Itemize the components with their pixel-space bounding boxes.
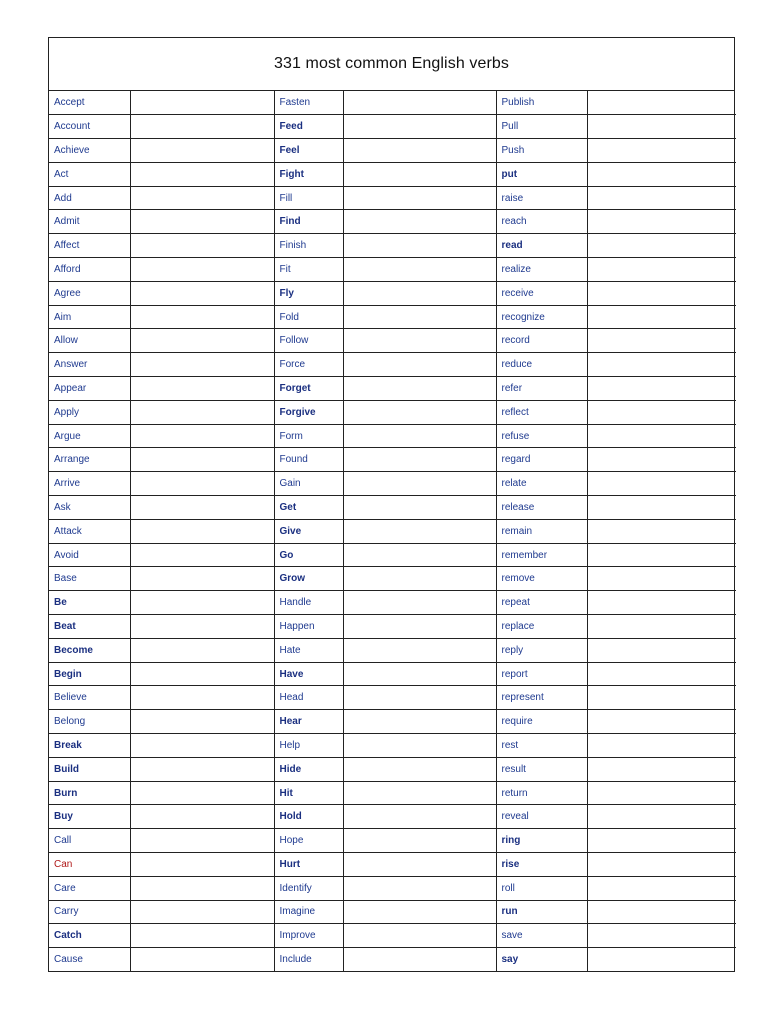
table-row [49,781,736,805]
blank-answer-cell [587,139,736,163]
blank-answer-cell [587,686,736,710]
verb-cell: put [496,162,587,186]
table-row [49,519,736,543]
blank-answer-cell [587,853,736,877]
verb-cell: Handle [274,591,343,615]
table-row [49,162,736,186]
verb-cell: Feed [274,115,343,139]
table-row [49,305,736,329]
verb-cell: rise [496,853,587,877]
verb-cell: report [496,662,587,686]
blank-answer-cell [587,876,736,900]
table-row [49,91,736,115]
blank-answer-cell [130,329,274,353]
verb-cell: Head [274,686,343,710]
verb-cell: Hit [274,781,343,805]
verb-cell: Forget [274,377,343,401]
blank-answer-cell [587,281,736,305]
blank-answer-cell [587,234,736,258]
verb-cell: Agree [49,281,130,305]
table-row [49,258,736,282]
blank-answer-cell [587,757,736,781]
verb-cell: Force [274,353,343,377]
blank-answer-cell [587,519,736,543]
verb-cell: regard [496,448,587,472]
verb-cell: Fold [274,305,343,329]
verb-cell: Base [49,567,130,591]
blank-answer-cell [343,258,496,282]
blank-answer-cell [343,519,496,543]
table-row [49,400,736,424]
blank-answer-cell [587,91,736,115]
table-row [49,829,736,853]
blank-answer-cell [587,424,736,448]
verb-cell: Beat [49,615,130,639]
verb-cell: Answer [49,353,130,377]
verb-cell: Cause [49,948,130,972]
blank-answer-cell [130,258,274,282]
blank-answer-cell [130,638,274,662]
verb-cell: Finish [274,234,343,258]
blank-answer-cell [343,876,496,900]
blank-answer-cell [343,210,496,234]
verb-cell: rest [496,734,587,758]
blank-answer-cell [130,900,274,924]
blank-answer-cell [587,162,736,186]
blank-answer-cell [130,686,274,710]
blank-answer-cell [130,353,274,377]
verb-cell: Hate [274,638,343,662]
verb-cell: Gain [274,472,343,496]
blank-answer-cell [343,186,496,210]
verb-cell: Affect [49,234,130,258]
blank-answer-cell [587,115,736,139]
blank-answer-cell [130,662,274,686]
verb-cell: receive [496,281,587,305]
verb-cell: Get [274,496,343,520]
table-row [49,710,736,734]
verb-cell: Ask [49,496,130,520]
verb-cell: Have [274,662,343,686]
blank-answer-cell [130,781,274,805]
verb-cell: Can [49,853,130,877]
blank-answer-cell [587,305,736,329]
verb-cell: Forgive [274,400,343,424]
verb-table-body [49,91,736,971]
table-row [49,186,736,210]
blank-answer-cell [343,448,496,472]
blank-answer-cell [130,829,274,853]
verb-cell: record [496,329,587,353]
verb-cell: release [496,496,587,520]
verb-cell: Add [49,186,130,210]
verb-cell: realize [496,258,587,282]
blank-answer-cell [343,496,496,520]
blank-answer-cell [343,353,496,377]
table-row [49,353,736,377]
blank-answer-cell [343,900,496,924]
blank-answer-cell [587,329,736,353]
verb-cell: Hide [274,757,343,781]
verb-cell: Accept [49,91,130,115]
blank-answer-cell [343,829,496,853]
table-row [49,900,736,924]
table-row [49,805,736,829]
blank-answer-cell [130,853,274,877]
verb-cell: Be [49,591,130,615]
blank-answer-cell [587,567,736,591]
verb-cell: reach [496,210,587,234]
verb-cell: Buy [49,805,130,829]
blank-answer-cell [587,710,736,734]
blank-answer-cell [343,924,496,948]
blank-answer-cell [130,424,274,448]
verb-cell: say [496,948,587,972]
verb-cell: Call [49,829,130,853]
table-row [49,876,736,900]
table-row [49,686,736,710]
table-row [49,662,736,686]
verb-cell: Arrive [49,472,130,496]
blank-answer-cell [587,662,736,686]
verb-cell: repeat [496,591,587,615]
table-row [49,924,736,948]
page-title: 331 most common English verbs [273,55,509,72]
verb-cell: Carry [49,900,130,924]
verb-cell: Build [49,757,130,781]
blank-answer-cell [343,543,496,567]
verb-cell: reveal [496,805,587,829]
blank-answer-cell [343,377,496,401]
blank-answer-cell [343,91,496,115]
verb-cell: Give [274,519,343,543]
verb-cell: Hope [274,829,343,853]
blank-answer-cell [130,924,274,948]
verb-cell: Catch [49,924,130,948]
blank-answer-cell [343,139,496,163]
blank-answer-cell [130,139,274,163]
verb-cell: Aim [49,305,130,329]
blank-answer-cell [587,615,736,639]
verb-cell: Hear [274,710,343,734]
blank-answer-cell [130,757,274,781]
blank-answer-cell [130,615,274,639]
blank-answer-cell [343,162,496,186]
verb-cell: Become [49,638,130,662]
verb-cell: run [496,900,587,924]
verb-cell: ring [496,829,587,853]
verb-cell: Include [274,948,343,972]
blank-answer-cell [587,734,736,758]
verb-cell: Afford [49,258,130,282]
blank-answer-cell [343,591,496,615]
table-row [49,424,736,448]
blank-answer-cell [587,638,736,662]
verb-cell: Happen [274,615,343,639]
table-row [49,615,736,639]
table-row [49,472,736,496]
blank-answer-cell [343,757,496,781]
blank-answer-cell [343,305,496,329]
verb-cell: return [496,781,587,805]
blank-answer-cell [587,210,736,234]
verb-cell: reduce [496,353,587,377]
blank-answer-cell [587,496,736,520]
verb-cell: Grow [274,567,343,591]
verb-cell: Improve [274,924,343,948]
table-row [49,234,736,258]
verb-cell: Help [274,734,343,758]
blank-answer-cell [343,686,496,710]
verb-cell: remove [496,567,587,591]
verb-cell: Go [274,543,343,567]
verb-cell: Care [49,876,130,900]
table-row [49,948,736,972]
blank-answer-cell [587,377,736,401]
blank-answer-cell [130,400,274,424]
blank-answer-cell [587,186,736,210]
table-row [49,281,736,305]
blank-answer-cell [343,853,496,877]
verb-cell: Allow [49,329,130,353]
verb-cell: Break [49,734,130,758]
verb-cell: Fill [274,186,343,210]
verb-list-sheet [48,37,735,972]
verb-cell: refer [496,377,587,401]
table-row [49,115,736,139]
verb-cell: Find [274,210,343,234]
verb-cell: require [496,710,587,734]
verb-cell: Act [49,162,130,186]
blank-answer-cell [343,948,496,972]
verb-cell: Belong [49,710,130,734]
verb-cell: Burn [49,781,130,805]
blank-answer-cell [587,400,736,424]
verb-cell: Account [49,115,130,139]
verb-cell: Appear [49,377,130,401]
blank-answer-cell [587,353,736,377]
blank-answer-cell [130,448,274,472]
table-row [49,734,736,758]
verb-cell: remain [496,519,587,543]
blank-answer-cell [130,519,274,543]
blank-answer-cell [130,710,274,734]
blank-answer-cell [343,115,496,139]
blank-answer-cell [130,948,274,972]
blank-answer-cell [130,734,274,758]
blank-answer-cell [343,805,496,829]
verb-cell: reflect [496,400,587,424]
blank-answer-cell [587,543,736,567]
verb-cell: result [496,757,587,781]
blank-answer-cell [130,377,274,401]
verb-cell: Feel [274,139,343,163]
blank-answer-cell [343,638,496,662]
table-row [49,591,736,615]
blank-answer-cell [343,281,496,305]
verb-cell: Publish [496,91,587,115]
blank-answer-cell [343,567,496,591]
verb-cell: Fly [274,281,343,305]
verb-cell: replace [496,615,587,639]
verb-cell: Imagine [274,900,343,924]
blank-answer-cell [343,329,496,353]
blank-answer-cell [130,281,274,305]
table-row [49,448,736,472]
blank-answer-cell [343,662,496,686]
table-row [49,210,736,234]
verb-cell: Push [496,139,587,163]
table-row [49,543,736,567]
verb-cell: save [496,924,587,948]
verb-table [49,91,736,971]
verb-cell: Hold [274,805,343,829]
verb-cell: Achieve [49,139,130,163]
blank-answer-cell [130,305,274,329]
blank-answer-cell [587,781,736,805]
table-row [49,567,736,591]
blank-answer-cell [130,567,274,591]
blank-answer-cell [587,472,736,496]
blank-answer-cell [587,924,736,948]
table-row [49,638,736,662]
verb-cell: relate [496,472,587,496]
verb-cell: Begin [49,662,130,686]
verb-cell: reply [496,638,587,662]
table-row [49,139,736,163]
verb-cell: Admit [49,210,130,234]
blank-answer-cell [130,472,274,496]
blank-answer-cell [587,948,736,972]
verb-cell: Found [274,448,343,472]
verb-cell: roll [496,876,587,900]
blank-answer-cell [130,186,274,210]
blank-answer-cell [130,115,274,139]
table-row [49,329,736,353]
verb-cell: read [496,234,587,258]
blank-answer-cell [130,162,274,186]
blank-answer-cell [343,234,496,258]
verb-cell: Follow [274,329,343,353]
blank-answer-cell [587,829,736,853]
verb-cell: Pull [496,115,587,139]
table-row [49,853,736,877]
verb-cell: remember [496,543,587,567]
table-row [49,496,736,520]
blank-answer-cell [587,805,736,829]
verb-cell: Identify [274,876,343,900]
blank-answer-cell [343,424,496,448]
verb-cell: Fasten [274,91,343,115]
blank-answer-cell [587,448,736,472]
verb-cell: Apply [49,400,130,424]
table-row [49,377,736,401]
verb-cell: Arrange [49,448,130,472]
table-row [49,757,736,781]
blank-answer-cell [343,615,496,639]
verb-cell: Fight [274,162,343,186]
blank-answer-cell [587,900,736,924]
title-row [49,38,734,91]
blank-answer-cell [130,876,274,900]
verb-cell: Believe [49,686,130,710]
blank-answer-cell [130,234,274,258]
blank-answer-cell [130,91,274,115]
verb-cell: refuse [496,424,587,448]
verb-cell: Fit [274,258,343,282]
blank-answer-cell [130,496,274,520]
verb-cell: Form [274,424,343,448]
verb-cell: Attack [49,519,130,543]
blank-answer-cell [343,734,496,758]
blank-answer-cell [343,472,496,496]
verb-cell: Avoid [49,543,130,567]
blank-answer-cell [130,805,274,829]
blank-answer-cell [343,400,496,424]
blank-answer-cell [130,210,274,234]
blank-answer-cell [587,591,736,615]
blank-answer-cell [587,258,736,282]
verb-cell: Argue [49,424,130,448]
verb-cell: recognize [496,305,587,329]
verb-cell: represent [496,686,587,710]
blank-answer-cell [343,710,496,734]
verb-cell: raise [496,186,587,210]
blank-answer-cell [343,781,496,805]
verb-cell: Hurt [274,853,343,877]
blank-answer-cell [130,591,274,615]
blank-answer-cell [130,543,274,567]
